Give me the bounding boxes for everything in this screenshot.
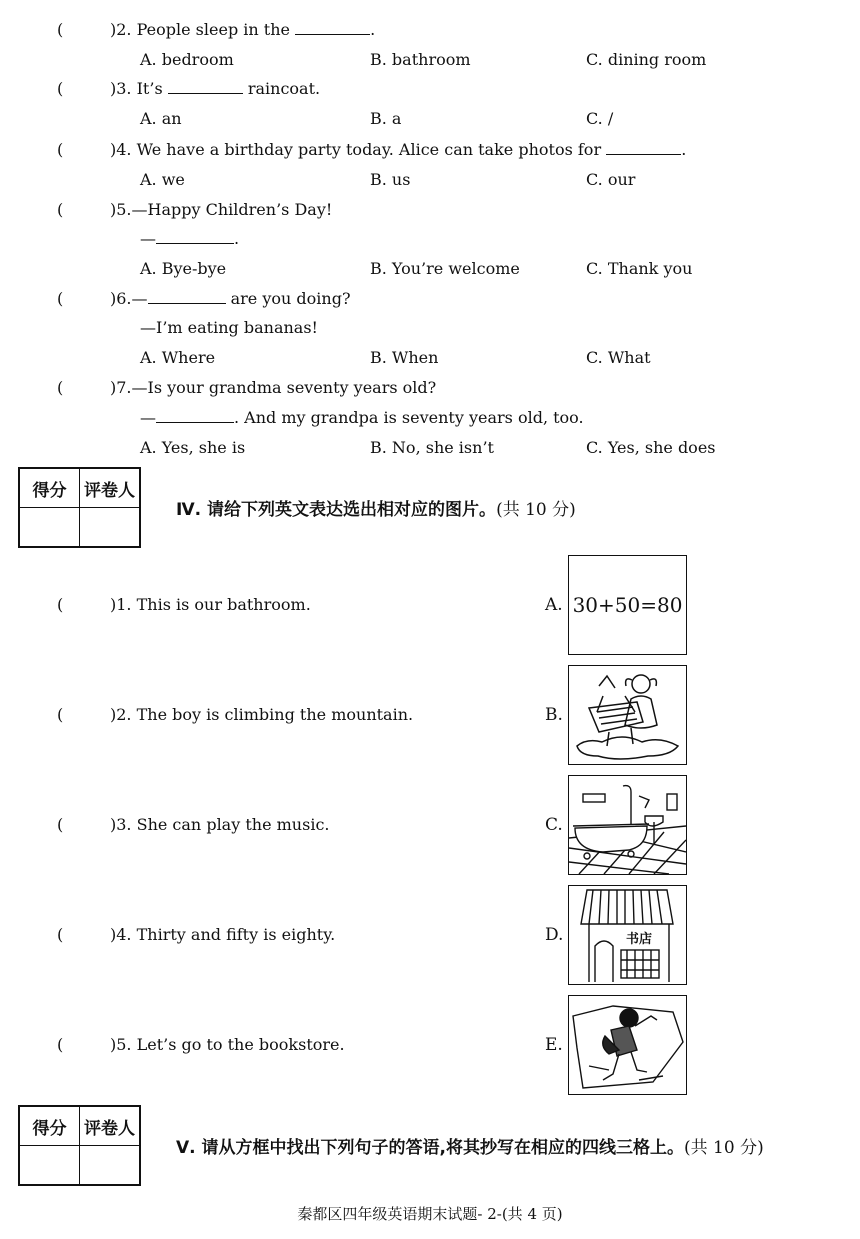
answer-blank[interactable] xyxy=(156,229,234,244)
girl-playing-keyboard-icon xyxy=(569,666,686,764)
section-title-text: Ⅳ. 请给下列英文表达选出相对应的图片。 xyxy=(176,500,497,520)
picture-b xyxy=(568,665,687,765)
item-text: This is our bathroom. xyxy=(136,595,311,614)
item-number: )2. xyxy=(110,705,132,724)
option-c: C. Yes, she does xyxy=(586,438,716,457)
dash: — xyxy=(140,229,156,248)
option-c: C. / xyxy=(586,109,614,128)
picture-letter-c: C. xyxy=(545,815,563,835)
answer-paren: ( xyxy=(57,705,64,724)
math-equation-text: 30+50=80 xyxy=(572,593,683,617)
option-b: B. a xyxy=(370,109,402,128)
answer-paren: ( xyxy=(57,289,64,308)
picture-letter-e: E. xyxy=(545,1035,563,1055)
question-6 xyxy=(110,289,351,309)
answer-blank[interactable] xyxy=(156,408,234,423)
option-c: C. Thank you xyxy=(586,259,693,278)
question-5-line2 xyxy=(140,229,239,249)
item-text: Thirty and fifty is eighty. xyxy=(136,925,336,944)
picture-a xyxy=(568,555,687,655)
answer-paren: ( xyxy=(57,595,64,614)
option-a: A. an xyxy=(140,109,182,128)
match-item-1 xyxy=(110,595,311,615)
option-a: A. bedroom xyxy=(140,50,234,69)
question-text: People sleep in the xyxy=(136,20,290,39)
bookstore-sign: 书店 xyxy=(625,928,653,947)
option-c: C. dining room xyxy=(586,50,707,69)
score-box-2 xyxy=(18,1105,141,1186)
picture-letter-a: A. xyxy=(545,595,563,615)
item-number: )5. xyxy=(110,1035,132,1054)
question-text-end: . xyxy=(234,229,240,248)
item-text: Let’s go to the bookstore. xyxy=(136,1035,345,1054)
question-number: )6. xyxy=(110,289,132,308)
question-4 xyxy=(110,140,686,160)
question-5 xyxy=(110,200,332,220)
picture-d xyxy=(568,885,687,985)
answer-blank[interactable] xyxy=(148,289,226,304)
question-text: are you doing? xyxy=(230,289,351,308)
score-label: 得分 xyxy=(20,469,80,508)
answer-paren: ( xyxy=(57,1035,64,1054)
answer-paren: ( xyxy=(57,815,64,834)
bathroom-bathtub-icon xyxy=(569,776,686,874)
question-7-line2 xyxy=(140,408,584,428)
question-text: It’s xyxy=(136,79,163,98)
question-3 xyxy=(110,79,320,99)
item-number: )4. xyxy=(110,925,132,944)
question-text-end: . xyxy=(370,20,376,39)
item-number: )1. xyxy=(110,595,132,614)
question-number: )3. xyxy=(110,79,132,98)
section-5-title xyxy=(176,1133,764,1158)
answer-paren: ( xyxy=(57,140,64,159)
option-b: B. You’re welcome xyxy=(370,259,520,278)
question-text-end: . xyxy=(681,140,687,159)
grader-label: 评卷人 xyxy=(80,1107,140,1146)
picture-c xyxy=(568,775,687,875)
grader-field[interactable] xyxy=(80,1146,140,1185)
answer-paren: ( xyxy=(57,378,64,397)
score-field[interactable] xyxy=(20,1146,80,1185)
section-points: (共 10 分) xyxy=(496,500,576,520)
item-text: She can play the music. xyxy=(136,815,330,834)
option-c: C. What xyxy=(586,348,651,367)
question-number: )5. xyxy=(110,200,132,219)
grader-label: 评卷人 xyxy=(80,469,140,508)
answer-blank[interactable] xyxy=(295,20,370,35)
question-6-line2: —I’m eating bananas! xyxy=(140,318,318,337)
dash: — xyxy=(140,408,156,427)
answer-paren: ( xyxy=(57,79,64,98)
option-b: B. When xyxy=(370,348,439,367)
question-number: )7. xyxy=(110,378,132,397)
question-text-end: . And my grandpa is seventy years old, too. xyxy=(234,408,584,427)
option-b: B. us xyxy=(370,170,411,189)
picture-e xyxy=(568,995,687,1095)
option-c: C. our xyxy=(586,170,636,189)
score-field[interactable] xyxy=(20,508,80,547)
question-number: )4. xyxy=(110,140,132,159)
question-text-end: raincoat. xyxy=(247,79,321,98)
option-a: A. Bye-bye xyxy=(140,259,227,278)
match-item-3 xyxy=(110,815,329,835)
picture-letter-b: B. xyxy=(545,705,563,725)
boy-climbing-icon xyxy=(569,996,686,1094)
question-text: —Happy Children’s Day! xyxy=(131,200,333,219)
section-4-title xyxy=(176,495,576,520)
section-title-text: Ⅴ. 请从方框中找出下列句子的答语,将其抄写在相应的四线三格上。 xyxy=(176,1138,684,1158)
score-label: 得分 xyxy=(20,1107,80,1146)
question-2 xyxy=(110,20,375,40)
match-item-4 xyxy=(110,925,335,945)
answer-blank[interactable] xyxy=(606,140,681,155)
option-a: A. we xyxy=(140,170,185,189)
option-a: A. Yes, she is xyxy=(140,438,246,457)
picture-letter-d: D. xyxy=(545,925,564,945)
match-item-2 xyxy=(110,705,413,725)
score-box xyxy=(18,467,141,548)
question-number: )2. xyxy=(110,20,132,39)
page-footer: 秦都区四年级英语期末试题- 2-(共 4 页) xyxy=(297,1205,563,1223)
option-b: B. bathroom xyxy=(370,50,471,69)
option-b: B. No, she isn’t xyxy=(370,438,494,457)
option-a: A. Where xyxy=(140,348,216,367)
section-points: (共 10 分) xyxy=(684,1138,764,1158)
answer-blank[interactable] xyxy=(168,79,243,94)
answer-paren: ( xyxy=(57,925,64,944)
item-number: )3. xyxy=(110,815,132,834)
answer-paren: ( xyxy=(57,200,64,219)
grader-field[interactable] xyxy=(80,508,140,547)
question-text: We have a birthday party today. Alice can take photos for xyxy=(136,140,602,159)
match-item-5 xyxy=(110,1035,345,1055)
question-text: —Is your grandma seventy years old? xyxy=(131,378,437,397)
dash: — xyxy=(131,289,148,308)
answer-paren: ( xyxy=(57,20,64,39)
item-text: The boy is climbing the mountain. xyxy=(136,705,414,724)
question-7 xyxy=(110,378,436,398)
